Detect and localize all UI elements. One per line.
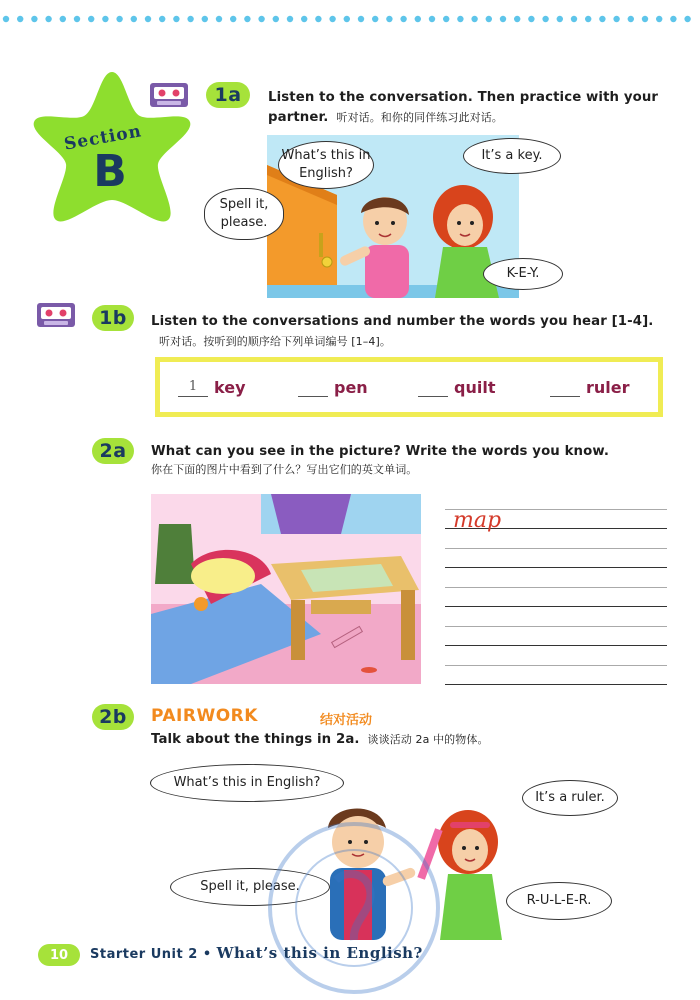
answer-line[interactable] xyxy=(445,568,667,588)
bedroom-picture xyxy=(151,494,421,684)
instruction-1a-text: Listen to the conversation. Then practice with your partner. xyxy=(268,90,659,125)
border-dot xyxy=(145,16,151,22)
border-dot xyxy=(471,16,477,22)
instruction-1b xyxy=(151,312,671,352)
answer-line[interactable] xyxy=(445,646,667,666)
speech-bubble-girl-answer: It’s a key. xyxy=(463,138,561,174)
border-dot xyxy=(557,16,563,22)
border-dot xyxy=(116,16,122,22)
pairwork-heading-cn: 结对活动 xyxy=(320,713,373,728)
border-dot xyxy=(415,16,421,22)
example-word: map xyxy=(453,507,502,533)
border-dot xyxy=(642,16,648,22)
border-dot xyxy=(273,16,279,22)
word-label: key xyxy=(214,378,246,397)
answer-line[interactable] xyxy=(445,666,667,686)
border-dot xyxy=(159,16,165,22)
instruction-2a-text: What can you see in the picture? Write the words you know. xyxy=(151,444,610,459)
cassette-icon xyxy=(149,82,189,108)
cassette-icon xyxy=(36,302,76,328)
border-dot xyxy=(386,16,392,22)
border-dot xyxy=(287,16,293,22)
word-item-key xyxy=(178,378,246,397)
number-blank[interactable] xyxy=(550,379,580,397)
activity-badge-1b: 1b xyxy=(92,305,134,331)
instruction-1b-cn: 听对话。按听到的顺序给下列单词编号 [1–4]。 xyxy=(159,335,391,348)
number-blank[interactable] xyxy=(298,379,328,397)
answer-line[interactable] xyxy=(445,607,667,627)
word-item-pen xyxy=(298,378,368,397)
instruction-2a-cn: 你在下面的图片中看到了什么？写出它们的英文单词。 xyxy=(151,463,418,476)
page-number: 10 xyxy=(38,944,80,966)
instruction-1a-cn: 听对话。和你的同伴练习此对话。 xyxy=(336,111,503,124)
border-dot xyxy=(358,16,364,22)
border-dot xyxy=(102,16,108,22)
instruction-2b-cn: 谈谈活动 2a 中的物体。 xyxy=(367,733,489,746)
speech-bubble-girl-spell-2b: R-U-L-E-R. xyxy=(506,882,612,920)
number-blank[interactable] xyxy=(418,379,448,397)
border-dot xyxy=(202,16,208,22)
border-dot xyxy=(372,16,378,22)
section-label: Section xyxy=(62,121,144,155)
word-label: ruler xyxy=(586,378,630,397)
border-dot xyxy=(500,16,506,22)
activity-badge-1a: 1a xyxy=(206,82,250,108)
border-dot xyxy=(74,16,80,22)
answer-line[interactable] xyxy=(445,588,667,608)
activity-badge-2b: 2b xyxy=(92,704,134,730)
pairwork-heading: PAIRWORK xyxy=(151,706,258,726)
instruction-2b-text: Talk about the things in 2a. xyxy=(151,732,360,747)
border-dot xyxy=(400,16,406,22)
word-list-box xyxy=(155,357,663,417)
section-letter: B xyxy=(93,146,127,197)
border-dot xyxy=(173,16,179,22)
border-dot xyxy=(88,16,94,22)
word-label: quilt xyxy=(454,378,496,397)
border-dot xyxy=(31,16,37,22)
border-dot xyxy=(315,16,321,22)
border-dot xyxy=(17,16,23,22)
border-dot xyxy=(216,16,222,22)
border-dot xyxy=(329,16,335,22)
footer-unit: Starter Unit 2 xyxy=(90,947,198,962)
border-dot xyxy=(344,16,350,22)
border-dot xyxy=(60,16,66,22)
bedroom-scene xyxy=(151,494,421,684)
border-dot xyxy=(429,16,435,22)
border-dot xyxy=(258,16,264,22)
border-dot xyxy=(45,16,51,22)
word-item-ruler xyxy=(550,378,630,397)
answer-line[interactable] xyxy=(445,549,667,569)
border-dot xyxy=(599,16,605,22)
answer-line[interactable] xyxy=(445,507,667,533)
border-dot xyxy=(684,16,690,22)
border-dot xyxy=(3,16,9,22)
border-dot xyxy=(244,16,250,22)
top-dotted-border xyxy=(0,14,700,24)
word-item-quilt xyxy=(418,378,495,397)
border-dot xyxy=(131,16,137,22)
answer-line[interactable] xyxy=(445,529,667,549)
number-blank[interactable]: 1 xyxy=(178,379,208,397)
border-dot xyxy=(656,16,662,22)
speech-bubble-boy-question-2b: What’s this in English? xyxy=(150,764,344,802)
speech-bubble-girl-answer-2b: It’s a ruler. xyxy=(522,780,618,816)
border-dot xyxy=(585,16,591,22)
border-dot xyxy=(571,16,577,22)
border-dot xyxy=(457,16,463,22)
border-dot xyxy=(670,16,676,22)
border-dot xyxy=(230,16,236,22)
speech-bubble-boy-spell: Spell it, please. xyxy=(204,188,284,240)
footer-title: What’s this in English? xyxy=(216,944,423,962)
instruction-1a xyxy=(268,88,678,128)
border-dot xyxy=(514,16,520,22)
border-dot xyxy=(613,16,619,22)
border-dot xyxy=(528,16,534,22)
border-dot xyxy=(542,16,548,22)
border-dot xyxy=(628,16,634,22)
border-dot xyxy=(486,16,492,22)
footer-running-title xyxy=(90,944,423,962)
speech-bubble-girl-spell: K-E-Y. xyxy=(483,258,563,290)
border-dot xyxy=(301,16,307,22)
word-label: pen xyxy=(334,378,368,397)
footer-separator: • xyxy=(202,947,212,962)
instruction-2a xyxy=(151,442,671,478)
border-dot xyxy=(443,16,449,22)
instruction-2b xyxy=(151,730,671,750)
answer-lines xyxy=(445,490,667,685)
activity-badge-2a: 2a xyxy=(92,438,134,464)
watermark-seal xyxy=(266,820,442,996)
answer-line[interactable] xyxy=(445,627,667,647)
instruction-1b-text: Listen to the conversations and number the words you hear [1-4]. xyxy=(151,314,654,329)
speech-bubble-boy-spell-2b: Spell it, please. xyxy=(170,868,330,906)
speech-bubble-boy-question: What’s this in English? xyxy=(278,141,374,189)
border-dot xyxy=(187,16,193,22)
